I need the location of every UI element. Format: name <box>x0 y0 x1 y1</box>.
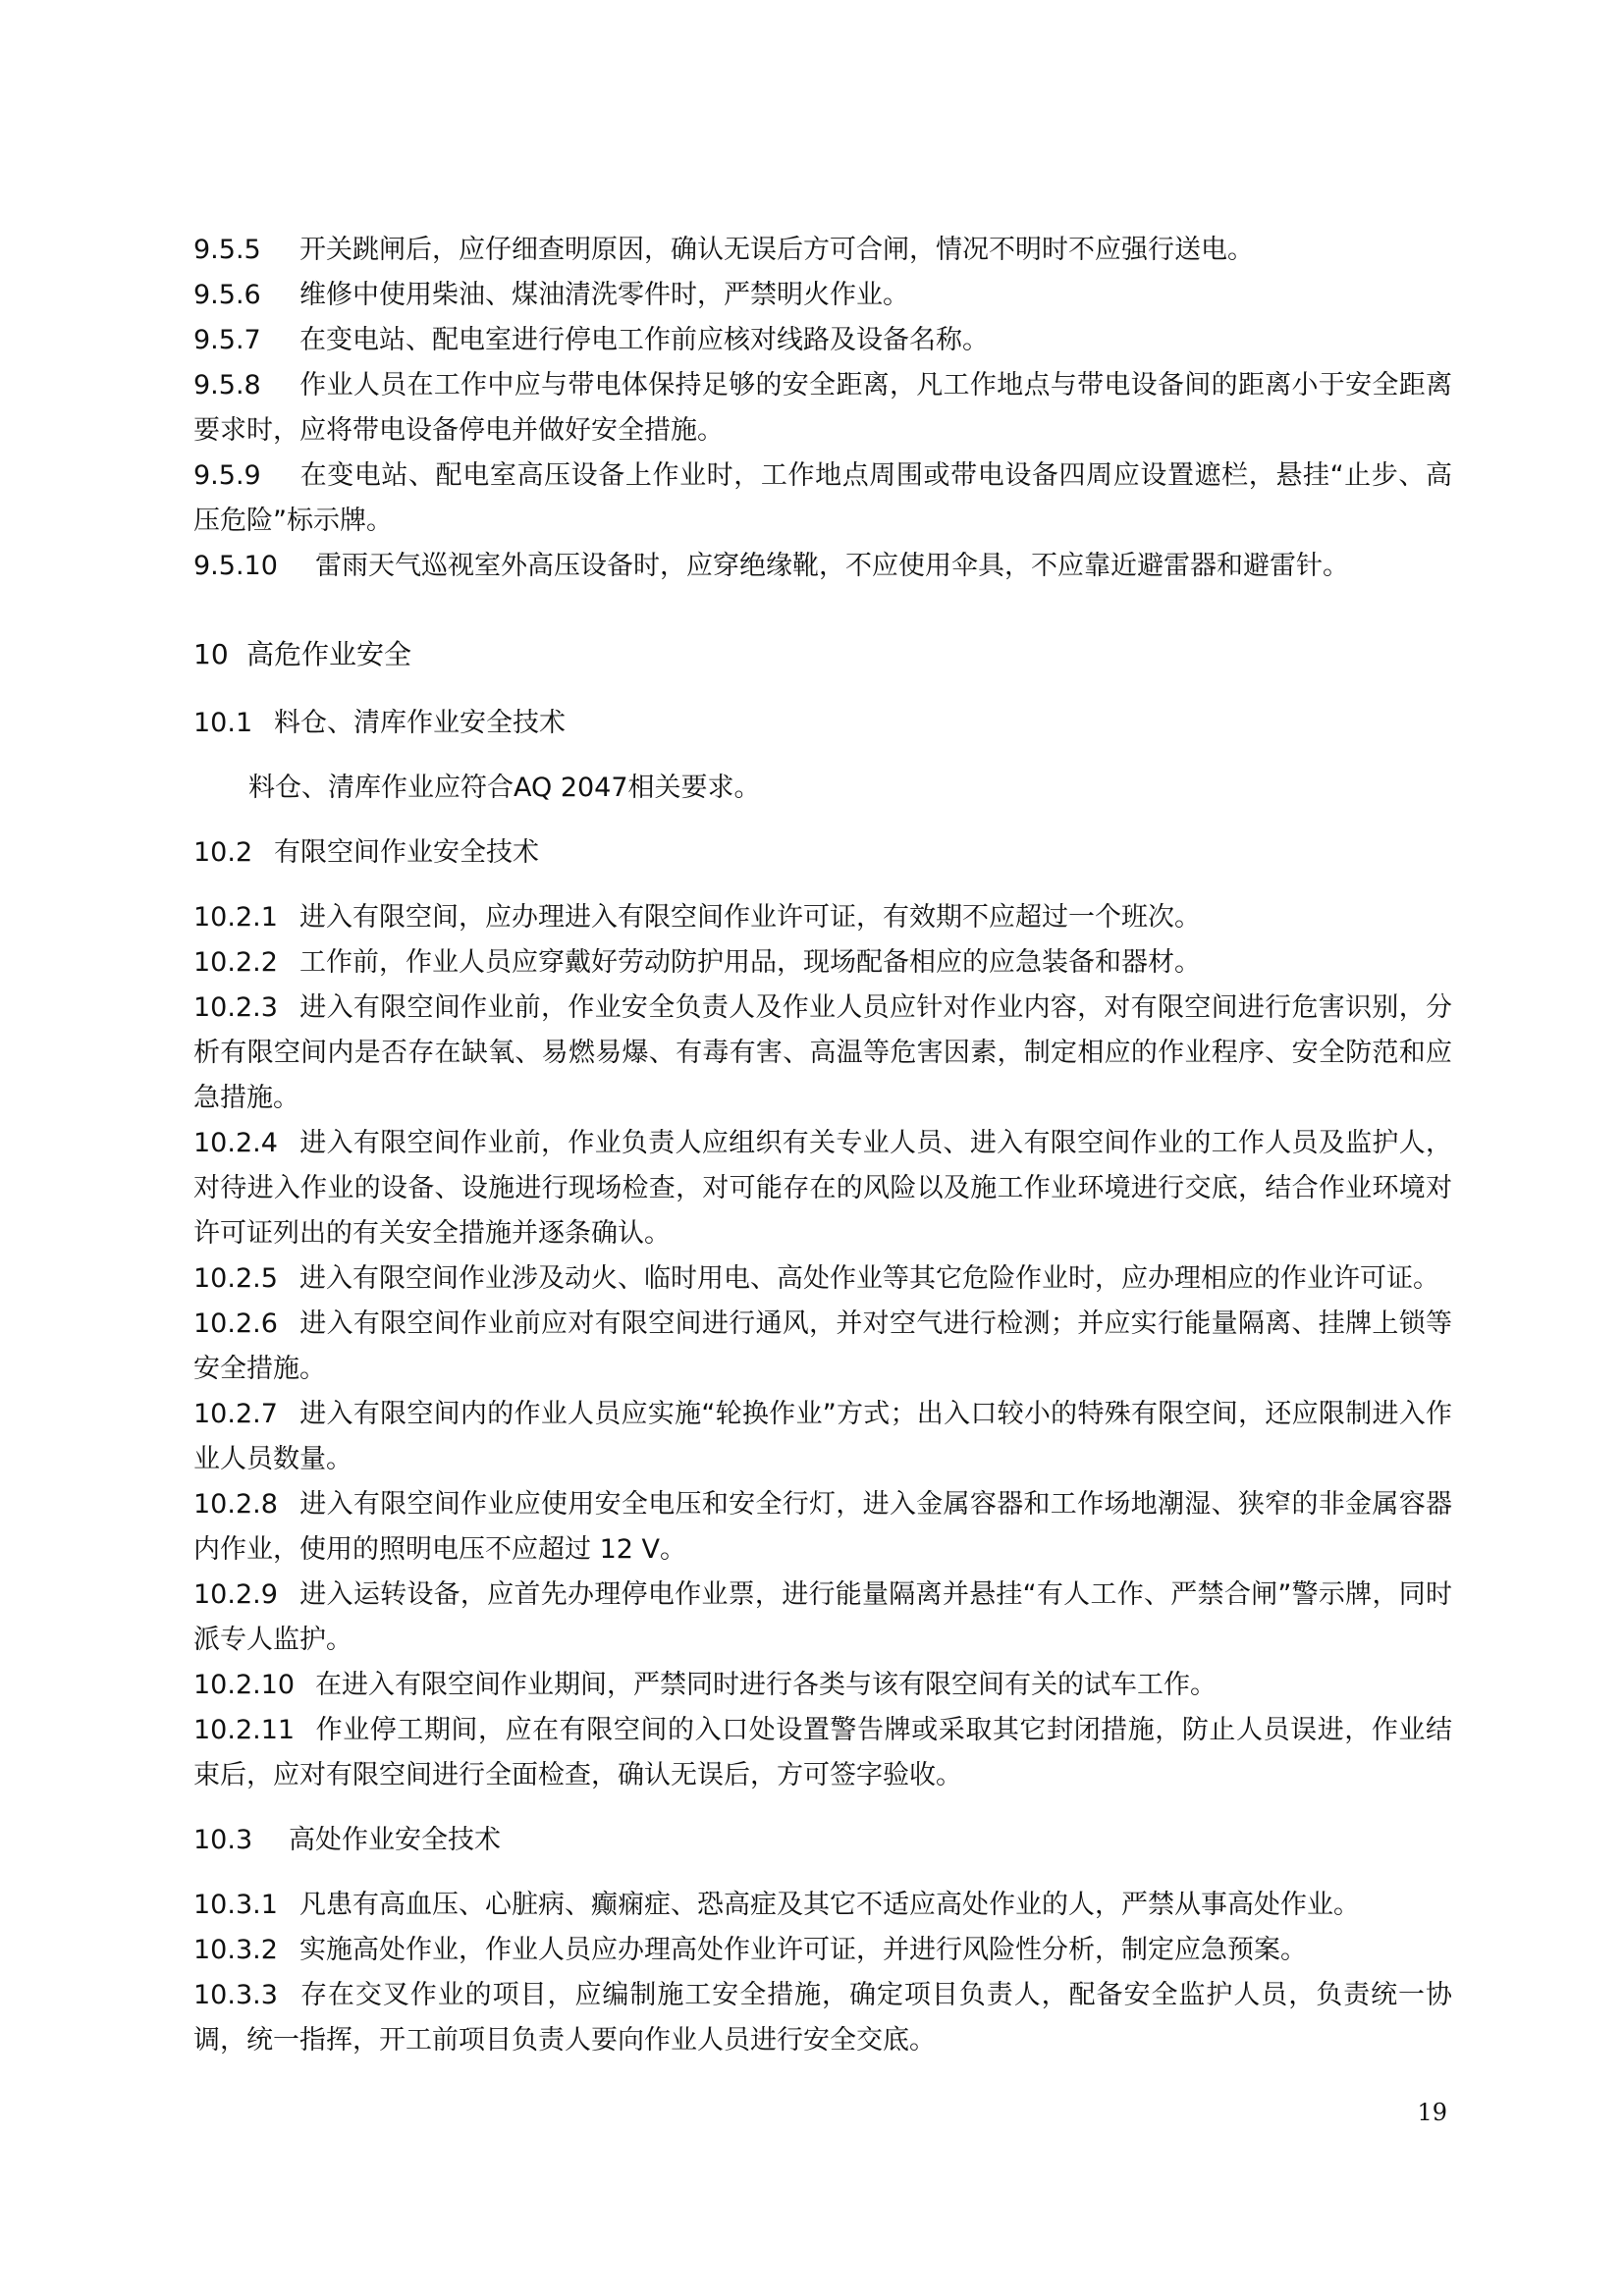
clause-text: 开关跳闸后，应仔细查明原因，确认无误后方可合闸，情况不明时不应强行送电。 <box>299 235 1254 265</box>
clause-number: 10.2.9 <box>193 1579 278 1610</box>
clause-text: 实施高处作业，作业人员应办理高处作业许可证，并进行风险性分析，制定应急预案。 <box>299 1935 1307 1965</box>
clause-number: 10.2.2 <box>193 947 278 978</box>
section-heading-10-3 <box>193 1818 1452 1863</box>
clause-10-2-4 <box>193 1121 1452 1256</box>
clause-number: 10.2.3 <box>193 992 278 1023</box>
clause-text: 进入有限空间作业前，作业负责人应组织有关专业人员、进入有限空间作业的工作人员及监护人，对待进入作业的设备、设施进行现场检查，对可能存在的风险以及施工作业环境进行交底，结合作业环境对许可证列出的有关安全措施并逐条确认。 <box>193 1128 1452 1249</box>
clause-text: 进入有限空间作业前，作业安全负责人及作业人员应针对作业内容，对有限空间进行危害识别，分析有限空间内是否存在缺氧、易燃易爆、有毒有害、高温等危害因素，制定相应的作业程序、安全防范和应急措施。 <box>193 992 1452 1113</box>
clause-10-2-11 <box>193 1708 1452 1798</box>
section-title: 高处作业安全技术 <box>289 1825 501 1855</box>
section-10-1-body: 料仓、清库作业应符合AQ 2047相关要求。 <box>248 773 761 803</box>
page-content <box>193 228 1452 2063</box>
clause-number: 10.2.5 <box>193 1263 278 1294</box>
clause-number: 10.2.1 <box>193 902 278 933</box>
clause-10-3-2 <box>193 1928 1452 1973</box>
clause-10-2-8 <box>193 1482 1452 1573</box>
section-title: 料仓、清库作业安全技术 <box>274 708 566 738</box>
clause-number: 9.5.6 <box>193 280 261 310</box>
clause-number: 10.3.1 <box>193 1890 278 1920</box>
clause-text: 进入有限空间作业涉及动火、临时用电、高处作业等其它危险作业时，应办理相应的作业许可证。 <box>299 1263 1439 1294</box>
clause-text: 在进入有限空间作业期间，严禁同时进行各类与该有限空间有关的试车工作。 <box>315 1670 1217 1700</box>
clause-10-2-7 <box>193 1392 1452 1482</box>
section-number: 10.1 <box>193 708 253 738</box>
clause-text: 维修中使用柴油、煤油清洗零件时，严禁明火作业。 <box>299 280 909 310</box>
clause-10-2-3 <box>193 986 1452 1121</box>
section-heading-10-2 <box>193 830 1452 876</box>
clause-number: 10.2.7 <box>193 1399 278 1429</box>
clause-10-3-1 <box>193 1883 1452 1928</box>
page-number: 19 <box>1417 2099 1447 2126</box>
clause-text: 工作前，作业人员应穿戴好劳动防护用品，现场配备相应的应急装备和器材。 <box>299 947 1201 978</box>
clause-text: 进入有限空间作业应使用安全电压和安全行灯，进入金属容器和工作场地潮湿、狭窄的非金属容器内作业，使用的照明电压不应超过 12 V。 <box>193 1489 1452 1565</box>
clause-9-5-5 <box>193 228 1452 273</box>
clause-10-2-10 <box>193 1663 1452 1708</box>
section-number: 10.3 <box>193 1825 253 1855</box>
clause-text: 作业人员在工作中应与带电体保持足够的安全距离，凡工作地点与带电设备间的距离小于安全距离要求时，应将带电设备停电并做好安全措施。 <box>193 370 1452 446</box>
clause-number: 10.3.2 <box>193 1935 278 1965</box>
clause-10-2-5 <box>193 1256 1452 1302</box>
clause-number: 10.2.4 <box>193 1128 278 1158</box>
section-title: 有限空间作业安全技术 <box>274 837 539 868</box>
clause-number: 9.5.7 <box>193 325 261 355</box>
clause-text: 存在交叉作业的项目，应编制施工安全措施，确定项目负责人，配备安全监护人员，负责统一协调，统一指挥，开工前项目负责人要向作业人员进行安全交底。 <box>193 1980 1452 2056</box>
section-heading-10-1 <box>193 701 1452 746</box>
clause-number: 10.2.6 <box>193 1308 278 1339</box>
clause-10-2-2 <box>193 940 1452 986</box>
clause-text: 进入有限空间作业前应对有限空间进行通风，并对空气进行检测；并应实行能量隔离、挂牌上锁等安全措施。 <box>193 1308 1452 1384</box>
clause-number: 10.2.8 <box>193 1489 278 1520</box>
clause-text: 在变电站、配电室进行停电工作前应核对线路及设备名称。 <box>299 325 989 355</box>
clause-9-5-9 <box>193 454 1452 544</box>
section-number: 10.2 <box>193 837 253 868</box>
clause-10-3-3 <box>193 1973 1452 2063</box>
clause-text: 雷雨天气巡视室外高压设备时，应穿绝缘靴，不应使用伞具，不应靠近避雷器和避雷针。 <box>315 551 1349 581</box>
clause-number: 10.2.10 <box>193 1670 296 1700</box>
clause-9-5-10 <box>193 544 1452 589</box>
clause-number: 9.5.8 <box>193 370 261 400</box>
clause-text: 作业停工期间，应在有限空间的入口处设置警告牌或采取其它封闭措施，防止人员误进，作业结束后，应对有限空间进行全面检查，确认无误后，方可签字验收。 <box>193 1715 1452 1790</box>
clause-10-2-1 <box>193 895 1452 940</box>
chapter-heading-10 <box>193 632 1452 677</box>
clause-number: 9.5.5 <box>193 235 261 265</box>
clause-text: 凡患有高血压、心脏病、癫痫症、恐高症及其它不适应高处作业的人，严禁从事高处作业。 <box>299 1890 1360 1920</box>
clause-9-5-7 <box>193 318 1452 363</box>
clause-9-5-6 <box>193 273 1452 318</box>
clause-10-2-9 <box>193 1573 1452 1663</box>
clause-9-5-8 <box>193 363 1452 454</box>
chapter-title: 高危作业安全 <box>246 638 412 670</box>
clause-number: 9.5.10 <box>193 551 278 581</box>
clause-number: 10.3.3 <box>193 1980 278 2010</box>
clause-text: 进入有限空间内的作业人员应实施“轮换作业”方式；出入口较小的特殊有限空间，还应限制进入作业人员数量。 <box>193 1399 1452 1474</box>
clause-number: 10.2.11 <box>193 1715 296 1745</box>
clause-text: 进入有限空间，应办理进入有限空间作业许可证，有效期不应超过一个班次。 <box>299 902 1201 933</box>
clause-number: 9.5.9 <box>193 460 261 491</box>
clause-10-2-6 <box>193 1302 1452 1392</box>
chapter-number: 10 <box>193 638 229 670</box>
clause-text: 在变电站、配电室高压设备上作业时，工作地点周围或带电设备四周应设置遮栏，悬挂“止步、高压危险”标示牌。 <box>193 460 1452 536</box>
clause-text: 进入运转设备，应首先办理停电作业票，进行能量隔离并悬挂“有人工作、严禁合闸”警示牌，同时派专人监护。 <box>193 1579 1452 1655</box>
